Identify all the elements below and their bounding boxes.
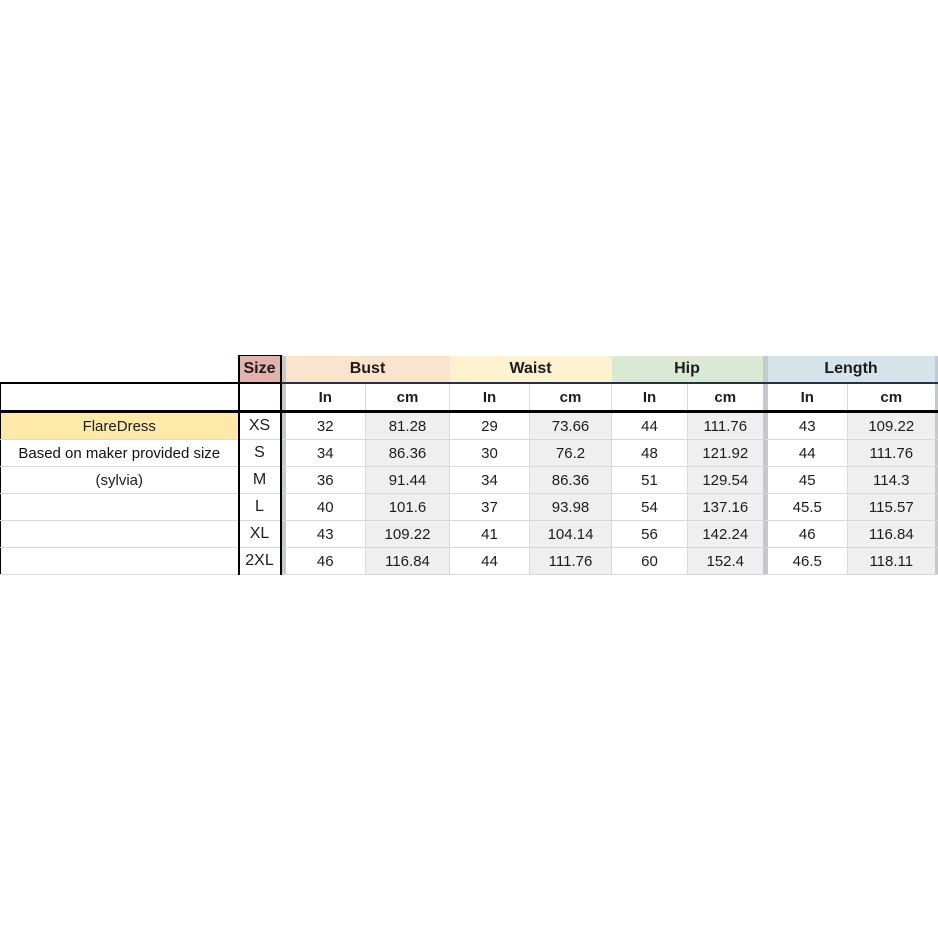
unit-header-length-in: In xyxy=(768,383,848,412)
value-cell: 29 xyxy=(450,412,530,440)
table-row xyxy=(1,412,938,440)
value-cell: 46 xyxy=(768,521,848,548)
column-divider xyxy=(935,412,938,440)
value-cell: 86.36 xyxy=(366,440,450,467)
size-cell: M xyxy=(239,467,281,494)
size-cell: L xyxy=(239,494,281,521)
left-label-cell xyxy=(1,494,239,521)
unit-header-length-cm: cm xyxy=(848,383,935,412)
left-label-cell xyxy=(1,548,239,575)
size-column-header: Size xyxy=(239,356,281,384)
unit-header-hip-cm: cm xyxy=(688,383,763,412)
value-cell: 43 xyxy=(286,521,366,548)
value-cell: 40 xyxy=(286,494,366,521)
value-cell: 46.5 xyxy=(768,548,848,575)
left-label-cell: FlareDress xyxy=(1,412,239,440)
group-header-waist: Waist xyxy=(450,356,612,384)
value-cell: 118.11 xyxy=(848,548,935,575)
column-divider xyxy=(935,440,938,467)
value-cell: 32 xyxy=(286,412,366,440)
value-cell: 121.92 xyxy=(688,440,763,467)
value-cell: 56 xyxy=(612,521,688,548)
value-cell: 45 xyxy=(768,467,848,494)
value-cell: 91.44 xyxy=(366,467,450,494)
value-cell: 44 xyxy=(612,412,688,440)
value-cell: 81.28 xyxy=(366,412,450,440)
value-cell: 41 xyxy=(450,521,530,548)
left-label-cell xyxy=(1,383,239,412)
value-cell: 34 xyxy=(450,467,530,494)
value-cell: 116.84 xyxy=(366,548,450,575)
unit-header-waist-cm: cm xyxy=(530,383,612,412)
value-cell: 101.6 xyxy=(366,494,450,521)
value-cell: 111.76 xyxy=(688,412,763,440)
value-cell: 45.5 xyxy=(768,494,848,521)
group-header-hip: Hip xyxy=(612,356,763,384)
value-cell: 109.22 xyxy=(848,412,935,440)
unit-header-bust-cm: cm xyxy=(366,383,450,412)
value-cell: 51 xyxy=(612,467,688,494)
value-cell: 109.22 xyxy=(366,521,450,548)
value-cell: 129.54 xyxy=(688,467,763,494)
value-cell: 137.16 xyxy=(688,494,763,521)
value-cell: 44 xyxy=(768,440,848,467)
group-header-bust: Bust xyxy=(286,356,450,384)
column-divider xyxy=(935,494,938,521)
left-label-cell: Based on maker provided size xyxy=(1,440,239,467)
value-cell: 76.2 xyxy=(530,440,612,467)
value-cell: 152.4 xyxy=(688,548,763,575)
left-label-cell xyxy=(1,521,239,548)
value-cell: 111.76 xyxy=(848,440,935,467)
table-body xyxy=(1,412,938,575)
unit-header-hip-in: In xyxy=(612,383,688,412)
size-cell: XL xyxy=(239,521,281,548)
value-cell: 30 xyxy=(450,440,530,467)
size-cell: S xyxy=(239,440,281,467)
value-cell: 48 xyxy=(612,440,688,467)
column-divider xyxy=(935,383,938,412)
value-cell: 104.14 xyxy=(530,521,612,548)
table-row xyxy=(1,494,938,521)
table-row xyxy=(1,548,938,575)
value-cell: 93.98 xyxy=(530,494,612,521)
value-cell: 116.84 xyxy=(848,521,935,548)
column-divider xyxy=(935,548,938,575)
unit-header-waist-in: In xyxy=(450,383,530,412)
value-cell: 37 xyxy=(450,494,530,521)
corner-cell xyxy=(1,356,239,384)
value-cell: 73.66 xyxy=(530,412,612,440)
size-cell xyxy=(239,383,281,412)
value-cell: 142.24 xyxy=(688,521,763,548)
value-cell: 111.76 xyxy=(530,548,612,575)
column-divider xyxy=(935,467,938,494)
column-divider xyxy=(935,521,938,548)
left-label-cell: (sylvia) xyxy=(1,467,239,494)
table-row xyxy=(1,521,938,548)
value-cell: 44 xyxy=(450,548,530,575)
value-cell: 43 xyxy=(768,412,848,440)
unit-header-row xyxy=(1,383,938,412)
value-cell: 46 xyxy=(286,548,366,575)
group-header-length: Length xyxy=(768,356,935,384)
value-cell: 60 xyxy=(612,548,688,575)
value-cell: 115.57 xyxy=(848,494,935,521)
value-cell: 114.3 xyxy=(848,467,935,494)
value-cell: 86.36 xyxy=(530,467,612,494)
table-row xyxy=(1,467,938,494)
size-cell: 2XL xyxy=(239,548,281,575)
unit-header-bust-in: In xyxy=(286,383,366,412)
size-chart-table xyxy=(0,355,938,575)
size-cell: XS xyxy=(239,412,281,440)
value-cell: 36 xyxy=(286,467,366,494)
value-cell: 54 xyxy=(612,494,688,521)
value-cell: 34 xyxy=(286,440,366,467)
group-header-row xyxy=(1,356,938,384)
table-row xyxy=(1,440,938,467)
column-divider xyxy=(935,356,938,384)
